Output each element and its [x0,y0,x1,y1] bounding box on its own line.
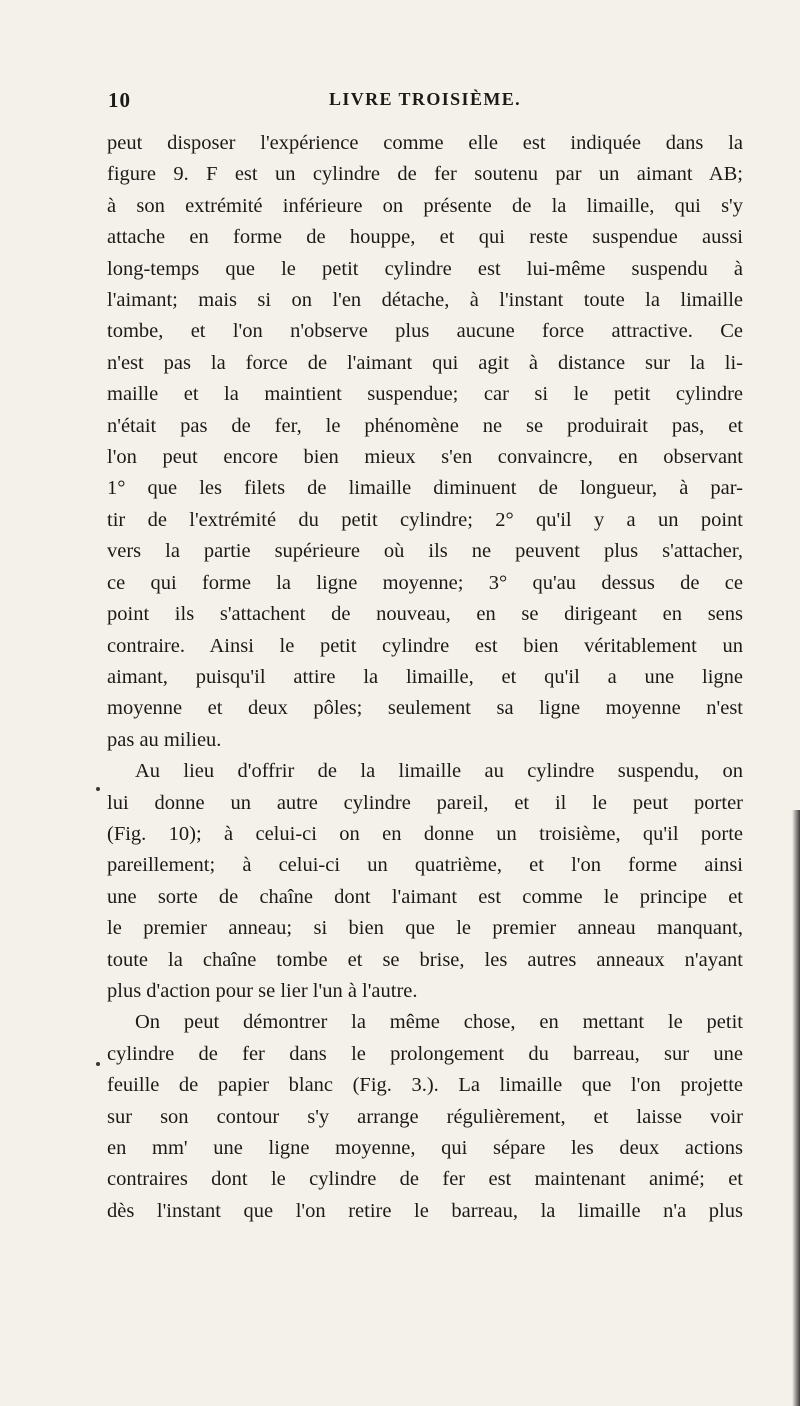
text-line: l'on peut encore bien mieux s'en convaincre, en observant [107,446,743,469]
text-line: long-temps que le petit cylindre est lui-même suspendu à [107,257,743,280]
text-line: dès l'instant que l'on retire le barreau, la limaille n'a plus [107,1199,743,1222]
paragraph-2 [107,756,743,1007]
text-line: 1° que les filets de limaille diminuent de longueur, à par- [107,477,743,500]
text-line: vers la partie supérieure où ils ne peuvent plus s'attacher, [107,540,743,563]
page-header [108,88,742,118]
text-line: cylindre de fer dans le prolongement du barreau, sur une [107,1042,743,1065]
text-line: toute la chaîne tombe et se brise, les autres anneaux n'ayant [107,948,743,971]
text-line: n'est pas la force de l'aimant qui agit à distance sur la li- [107,351,743,374]
text-line: pas au milieu. [107,728,222,751]
text-line: feuille de papier blanc (Fig. 3.). La limaille que l'on projette [107,1074,743,1097]
margin-dot [96,1062,100,1066]
text-line: tombe, et l'on n'observe plus aucune force attractive. Ce [107,320,743,343]
text-line: n'était pas de fer, le phénomène ne se produirait pas, et [107,414,743,437]
body-text [107,128,743,1227]
text-line: maille et la maintient suspendue; car si le petit cylindre [107,383,743,406]
text-line: l'aimant; mais si on l'en détache, à l'instant toute la limaille [107,289,743,312]
text-line: aimant, puisqu'il attire la limaille, et qu'il a une ligne [107,665,743,688]
text-line: figure 9. F est un cylindre de fer soutenu par un aimant AB; [107,163,743,186]
text-line: On peut démontrer la même chose, en mettant le petit [135,1011,743,1034]
text-line: contraire. Ainsi le petit cylindre est bien véritablement un [107,634,743,657]
text-line: sur son contour s'y arrange régulièrement, et laisse voir [107,1105,743,1128]
running-title: LIVRE TROISIÈME. [328,89,522,109]
text-line: Au lieu d'offrir de la limaille au cylindre suspendu, on [135,760,743,783]
text-line: peut disposer l'expérience comme elle est indiquée dans la [107,132,743,154]
text-line: point ils s'attachent de nouveau, en se dirigeant en sens [107,603,743,626]
paragraph-3 [107,1007,743,1227]
text-line: ce qui forme la ligne moyenne; 3° qu'au dessus de ce [107,571,743,594]
text-line: attache en forme de houppe, et qui reste suspendue aussi [107,226,743,249]
page-number: 10 [108,88,131,112]
text-line: à son extrémité inférieure on présente de la limaille, qui s'y [107,194,743,217]
text-line: moyenne et deux pôles; seulement sa ligne moyenne n'est [107,697,743,720]
margin-dot [96,787,100,791]
text-line: contraires dont le cylindre de fer est maintenant animé; et [107,1168,743,1191]
text-line: lui donne un autre cylindre pareil, et il le peut porter [107,791,743,814]
text-line: (Fig. 10); à celui-ci on en donne un troisième, qu'il porte [107,822,743,845]
text-line: le premier anneau; si bien que le premier anneau manquant, [107,917,743,940]
text-line: tir de l'extrémité du petit cylindre; 2° qu'il y a un point [107,508,743,531]
paragraph-1 [107,128,743,756]
text-line: une sorte de chaîne dont l'aimant est comme le principe et [107,885,743,908]
text-line: en mm' une ligne moyenne, qui sépare les deux actions [107,1137,743,1159]
page-edge-shadow [792,810,800,1406]
text-line: pareillement; à celui-ci un quatrième, et l'on forme ainsi [107,854,743,877]
text-line: plus d'action pour se lier l'un à l'autre. [107,979,418,1002]
